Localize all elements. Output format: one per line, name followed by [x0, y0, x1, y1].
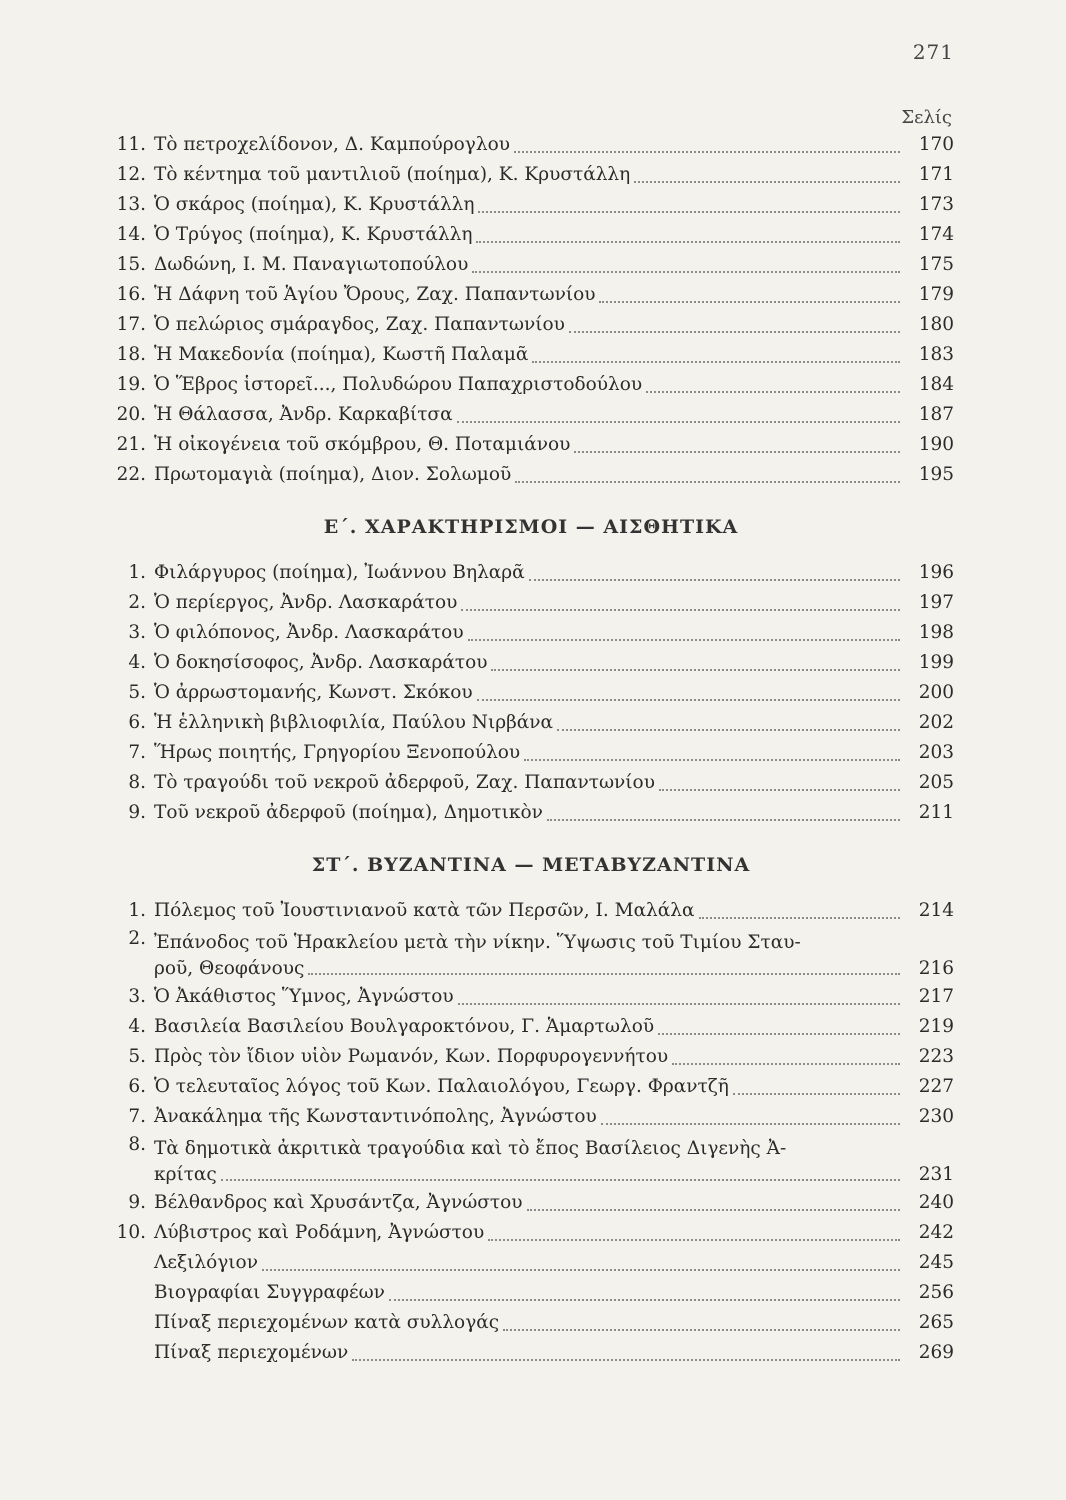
entry-page: 216	[918, 958, 954, 979]
entry-title: Ἡ οἰκογένεια τοῦ σκόμβρου, Θ. Ποταμιάνου	[154, 434, 571, 455]
toc-entry[interactable]	[108, 1308, 954, 1338]
entry-page: 242	[918, 1222, 954, 1243]
entry-title: Πρωτομαγιὰ (ποίημα), Διον. Σολωμοῦ	[154, 464, 512, 485]
entry-title: Φιλάργυρος (ποίημα), Ἰωάννου Βηλαρᾶ	[154, 562, 525, 583]
entry-page: 198	[918, 622, 954, 643]
dot-leader	[514, 151, 900, 153]
toc-section-st	[108, 896, 954, 1368]
entry-page: 200	[918, 682, 954, 703]
toc-entry[interactable]	[108, 678, 954, 708]
entry-page: 195	[918, 464, 954, 485]
dot-leader	[524, 759, 900, 761]
toc-entry[interactable]	[108, 1218, 954, 1248]
entry-number: 12.	[116, 164, 146, 185]
dot-leader	[569, 331, 900, 333]
dot-leader	[659, 789, 900, 791]
dot-leader	[527, 1209, 900, 1211]
entry-number: 7.	[128, 742, 146, 763]
dot-leader	[491, 669, 900, 671]
table-of-contents	[108, 106, 954, 1368]
dot-leader	[532, 361, 900, 363]
dot-leader	[389, 1299, 900, 1301]
entry-page: 197	[918, 592, 954, 613]
entry-number: 13.	[116, 194, 146, 215]
entry-title: Τὸ πετροχελίδονον, Δ. Καμπούρογλου	[154, 134, 510, 155]
toc-entry[interactable]	[108, 130, 954, 160]
toc-entry[interactable]	[108, 588, 954, 618]
entry-page: 231	[918, 1164, 954, 1185]
entry-page: 245	[918, 1252, 954, 1273]
entry-number: 16.	[116, 284, 146, 305]
entry-number: 6.	[128, 1076, 146, 1097]
entry-title: Ὁ πελώριος σμάραγδος, Ζαχ. Παπαντωνίου	[154, 314, 565, 335]
entry-number: 22.	[116, 464, 146, 485]
dot-leader	[488, 1239, 900, 1241]
entry-title: Βιογραφίαι Συγγραφέων	[154, 1282, 385, 1303]
toc-entry[interactable]	[108, 1102, 954, 1132]
entry-title: Ὁ ἀρρωστομανής, Κωνστ. Σκόκου	[154, 682, 473, 703]
entry-number: 7.	[128, 1106, 146, 1127]
entry-title: Ὁ σκάρος (ποίημα), Κ. Κρυστάλλη	[154, 194, 475, 215]
toc-entry[interactable]	[108, 1248, 954, 1278]
entry-title-line-2: κρίτας	[154, 1164, 217, 1185]
toc-entry[interactable]	[108, 768, 954, 798]
toc-entry[interactable]	[108, 926, 954, 982]
entry-title: Λεξιλόγιον	[154, 1252, 258, 1273]
dot-leader	[308, 973, 900, 975]
entry-number: 5.	[128, 1046, 146, 1067]
dot-leader	[461, 609, 900, 611]
entry-title: Ἡ Μακεδονία (ποίημα), Κωστῆ Παλαμᾶ	[154, 344, 529, 365]
entry-page: 187	[918, 404, 954, 425]
entry-number: 2.	[128, 928, 146, 949]
toc-entry[interactable]	[108, 1338, 954, 1368]
section-heading-e: Ε΄. ΧΑΡΑΚΤΗΡΙΣΜΟΙ — ΑΙΣΘΗΤΙΚΑ	[323, 516, 739, 538]
dot-leader	[672, 1063, 900, 1065]
toc-entry[interactable]	[108, 310, 954, 340]
toc-entry[interactable]	[108, 708, 954, 738]
entry-number: 6.	[128, 712, 146, 733]
toc-entry[interactable]	[108, 618, 954, 648]
entry-title: Ἡ ἑλληνικὴ βιβλιοφιλία, Παύλου Νιρβάνα	[154, 712, 554, 733]
entry-title: Ἡ Δάφνη τοῦ Ἁγίου Ὄρους, Ζαχ. Παπαντωνίου	[154, 284, 596, 305]
entry-title: Ὁ δοκησίσοφος, Ἀνδρ. Λασκαράτου	[154, 652, 488, 673]
dot-leader	[601, 1123, 900, 1125]
toc-entry[interactable]	[108, 558, 954, 588]
entry-page: 223	[918, 1046, 954, 1067]
dot-leader	[529, 579, 900, 581]
toc-entry[interactable]	[108, 1188, 954, 1218]
dot-leader	[476, 241, 900, 243]
dot-leader	[472, 271, 900, 273]
entry-title: Ὁ Ἀκάθιστος Ὕμνος, Ἀγνώστου	[154, 986, 454, 1007]
toc-entry[interactable]	[108, 250, 954, 280]
entry-title: Ἡ Θάλασσα, Ἀνδρ. Καρκαβίτσα	[154, 404, 453, 425]
dot-leader	[599, 301, 900, 303]
entry-title: Τὸ τραγούδι τοῦ νεκροῦ ἀδερφοῦ, Ζαχ. Παπαντωνίου	[154, 772, 655, 793]
entry-number: 14.	[116, 224, 146, 245]
toc-entry[interactable]	[108, 160, 954, 190]
entry-page: 205	[918, 772, 954, 793]
entry-number: 10.	[116, 1222, 146, 1243]
entry-title: Λύβιστρος καὶ Ροδάμνη, Ἀγνώστου	[154, 1222, 485, 1243]
entry-page: 190	[918, 434, 954, 455]
entry-number: 11.	[116, 134, 146, 155]
entry-number: 4.	[128, 1016, 146, 1037]
entry-number: 20.	[116, 404, 146, 425]
dot-leader	[646, 391, 900, 393]
toc-entry[interactable]	[108, 340, 954, 370]
entry-page: 214	[918, 900, 954, 921]
toc-entry[interactable]	[108, 190, 954, 220]
toc-entry[interactable]	[108, 1012, 954, 1042]
toc-entry[interactable]	[108, 648, 954, 678]
dot-leader	[503, 1329, 900, 1331]
entry-title: Ὁ τελευταῖος λόγος τοῦ Κων. Παλαιολόγου, Γεωργ. Φραντζῆ	[154, 1076, 729, 1097]
dot-leader	[733, 1093, 900, 1095]
entry-page: 202	[918, 712, 954, 733]
dot-leader	[262, 1269, 900, 1271]
entry-number: 17.	[116, 314, 146, 335]
dot-leader	[468, 639, 900, 641]
toc-entry[interactable]	[108, 738, 954, 768]
toc-entry[interactable]	[108, 370, 954, 400]
entry-page: 265	[918, 1312, 954, 1333]
entry-title: Ἀνακάλημα τῆς Κωνσταντινόπολης, Ἀγνώστου	[154, 1106, 597, 1127]
toc-entry[interactable]	[108, 1042, 954, 1072]
entry-number: 21.	[116, 434, 146, 455]
dot-leader	[699, 917, 901, 919]
page-number: 271	[912, 40, 954, 64]
entry-page: 227	[918, 1076, 954, 1097]
entry-page: 269	[918, 1342, 954, 1363]
dot-leader	[515, 481, 900, 483]
dot-leader	[574, 451, 900, 453]
dot-leader	[478, 211, 900, 213]
dot-leader	[477, 699, 900, 701]
entry-title: Πίναξ περιεχομένων κατὰ συλλογάς	[154, 1312, 500, 1333]
toc-section-e	[108, 558, 954, 828]
dot-leader	[457, 421, 900, 423]
toc-entry[interactable]	[108, 1132, 954, 1188]
entry-title: Ὁ φιλόπονος, Ἀνδρ. Λασκαράτου	[154, 622, 464, 643]
entry-number: 1.	[128, 562, 146, 583]
entry-number: 19.	[116, 374, 146, 395]
entry-number: 9.	[128, 802, 146, 823]
toc-group-continued	[108, 130, 954, 490]
toc-entry[interactable]	[108, 1278, 954, 1308]
entry-number: 9.	[128, 1192, 146, 1213]
entry-title: Ὁ περίεργος, Ἀνδρ. Λασκαράτου	[154, 592, 458, 613]
toc-entry[interactable]	[108, 400, 954, 430]
entry-title: Πίναξ περιεχομένων	[154, 1342, 349, 1363]
entry-page: 240	[918, 1192, 954, 1213]
entry-page: 180	[918, 314, 954, 335]
dot-leader	[557, 729, 900, 731]
entry-number: 1.	[128, 900, 146, 921]
entry-title: Τοῦ νεκροῦ ἀδερφοῦ (ποίημα), Δημοτικὸν	[154, 802, 543, 823]
page-column-header: Σελίς	[901, 107, 952, 128]
entry-page: 230	[918, 1106, 954, 1127]
entry-page: 175	[918, 254, 954, 275]
toc-entry[interactable]	[108, 460, 954, 490]
dot-leader	[547, 819, 900, 821]
entry-title: Δωδώνη, Ι. Μ. Παναγιωτοπούλου	[154, 254, 469, 275]
toc-entry[interactable]	[108, 220, 954, 250]
toc-entry[interactable]	[108, 1072, 954, 1102]
entry-title-line-1: Τὰ δημοτικὰ ἀκριτικὰ τραγούδια καὶ τὸ ἔπος Βασίλειος Διγενὴς Ἀ-	[154, 1138, 787, 1159]
toc-entry[interactable]	[108, 896, 954, 926]
dot-leader	[634, 181, 900, 183]
entry-title: Βασιλεία Βασιλείου Βουλγαροκτόνου, Γ. Ἁμαρτωλοῦ	[154, 1016, 655, 1037]
entry-page: 179	[918, 284, 954, 305]
entry-number: 5.	[128, 682, 146, 703]
entry-title: Πρὸς τὸν ἴδιον υἱὸν Ρωμανόν, Κων. Πορφυρογεννήτου	[154, 1046, 669, 1067]
section-heading-st: ΣΤ΄. ΒΥΖΑΝΤΙΝΑ — ΜΕΤΑΒΥΖΑΝΤΙΝΑ	[311, 854, 751, 876]
dot-leader	[352, 1359, 900, 1361]
entry-title: Τὸ κέντημα τοῦ μαντιλιοῦ (ποίημα), Κ. Κρυστάλλη	[154, 164, 631, 185]
entry-page: 219	[918, 1016, 954, 1037]
entry-title: Πόλεμος τοῦ Ἰουστινιανοῦ κατὰ τῶν Περσῶν, Ι. Μαλάλα	[154, 900, 695, 921]
entry-page: 196	[918, 562, 954, 583]
dot-leader	[658, 1033, 900, 1035]
entry-page: 174	[918, 224, 954, 245]
toc-entry[interactable]	[108, 430, 954, 460]
entry-title: Ὁ Ἕβρος ἱστορεῖ..., Πολυδώρου Παπαχριστοδούλου	[154, 374, 643, 395]
entry-number: 2.	[128, 592, 146, 613]
entry-page: 203	[918, 742, 954, 763]
entry-number: 3.	[128, 986, 146, 1007]
dot-leader	[458, 1003, 900, 1005]
entry-page: 199	[918, 652, 954, 673]
entry-number: 4.	[128, 652, 146, 673]
entry-number: 15.	[116, 254, 146, 275]
entry-title-line-2: ροῦ, Θεοφάνους	[154, 958, 305, 979]
entry-page: 256	[918, 1282, 954, 1303]
entry-title: Βέλθανδρος καὶ Χρυσάντζα, Ἀγνώστου	[154, 1192, 523, 1213]
entry-page: 171	[918, 164, 954, 185]
entry-title-line-1: Ἐπάνοδος τοῦ Ἡρακλείου μετὰ τὴν νίκην. Ὕψωσις τοῦ Τιμίου Σταυ-	[154, 932, 801, 953]
entry-page: 211	[918, 802, 954, 823]
entry-page: 183	[918, 344, 954, 365]
entry-page: 184	[918, 374, 954, 395]
dot-leader	[221, 1179, 900, 1181]
entry-number: 3.	[128, 622, 146, 643]
entry-number: 18.	[116, 344, 146, 365]
entry-title: Ἥρως ποιητής, Γρηγορίου Ξενοπούλου	[154, 742, 521, 763]
entry-page: 173	[918, 194, 954, 215]
toc-entry[interactable]	[108, 280, 954, 310]
entry-title: Ὁ Τρύγος (ποίημα), Κ. Κρυστάλλη	[154, 224, 473, 245]
entry-page: 217	[918, 986, 954, 1007]
toc-entry[interactable]	[108, 798, 954, 828]
entry-number: 8.	[128, 1134, 146, 1155]
entry-page: 170	[918, 134, 954, 155]
toc-entry[interactable]	[108, 982, 954, 1012]
entry-number: 8.	[128, 772, 146, 793]
